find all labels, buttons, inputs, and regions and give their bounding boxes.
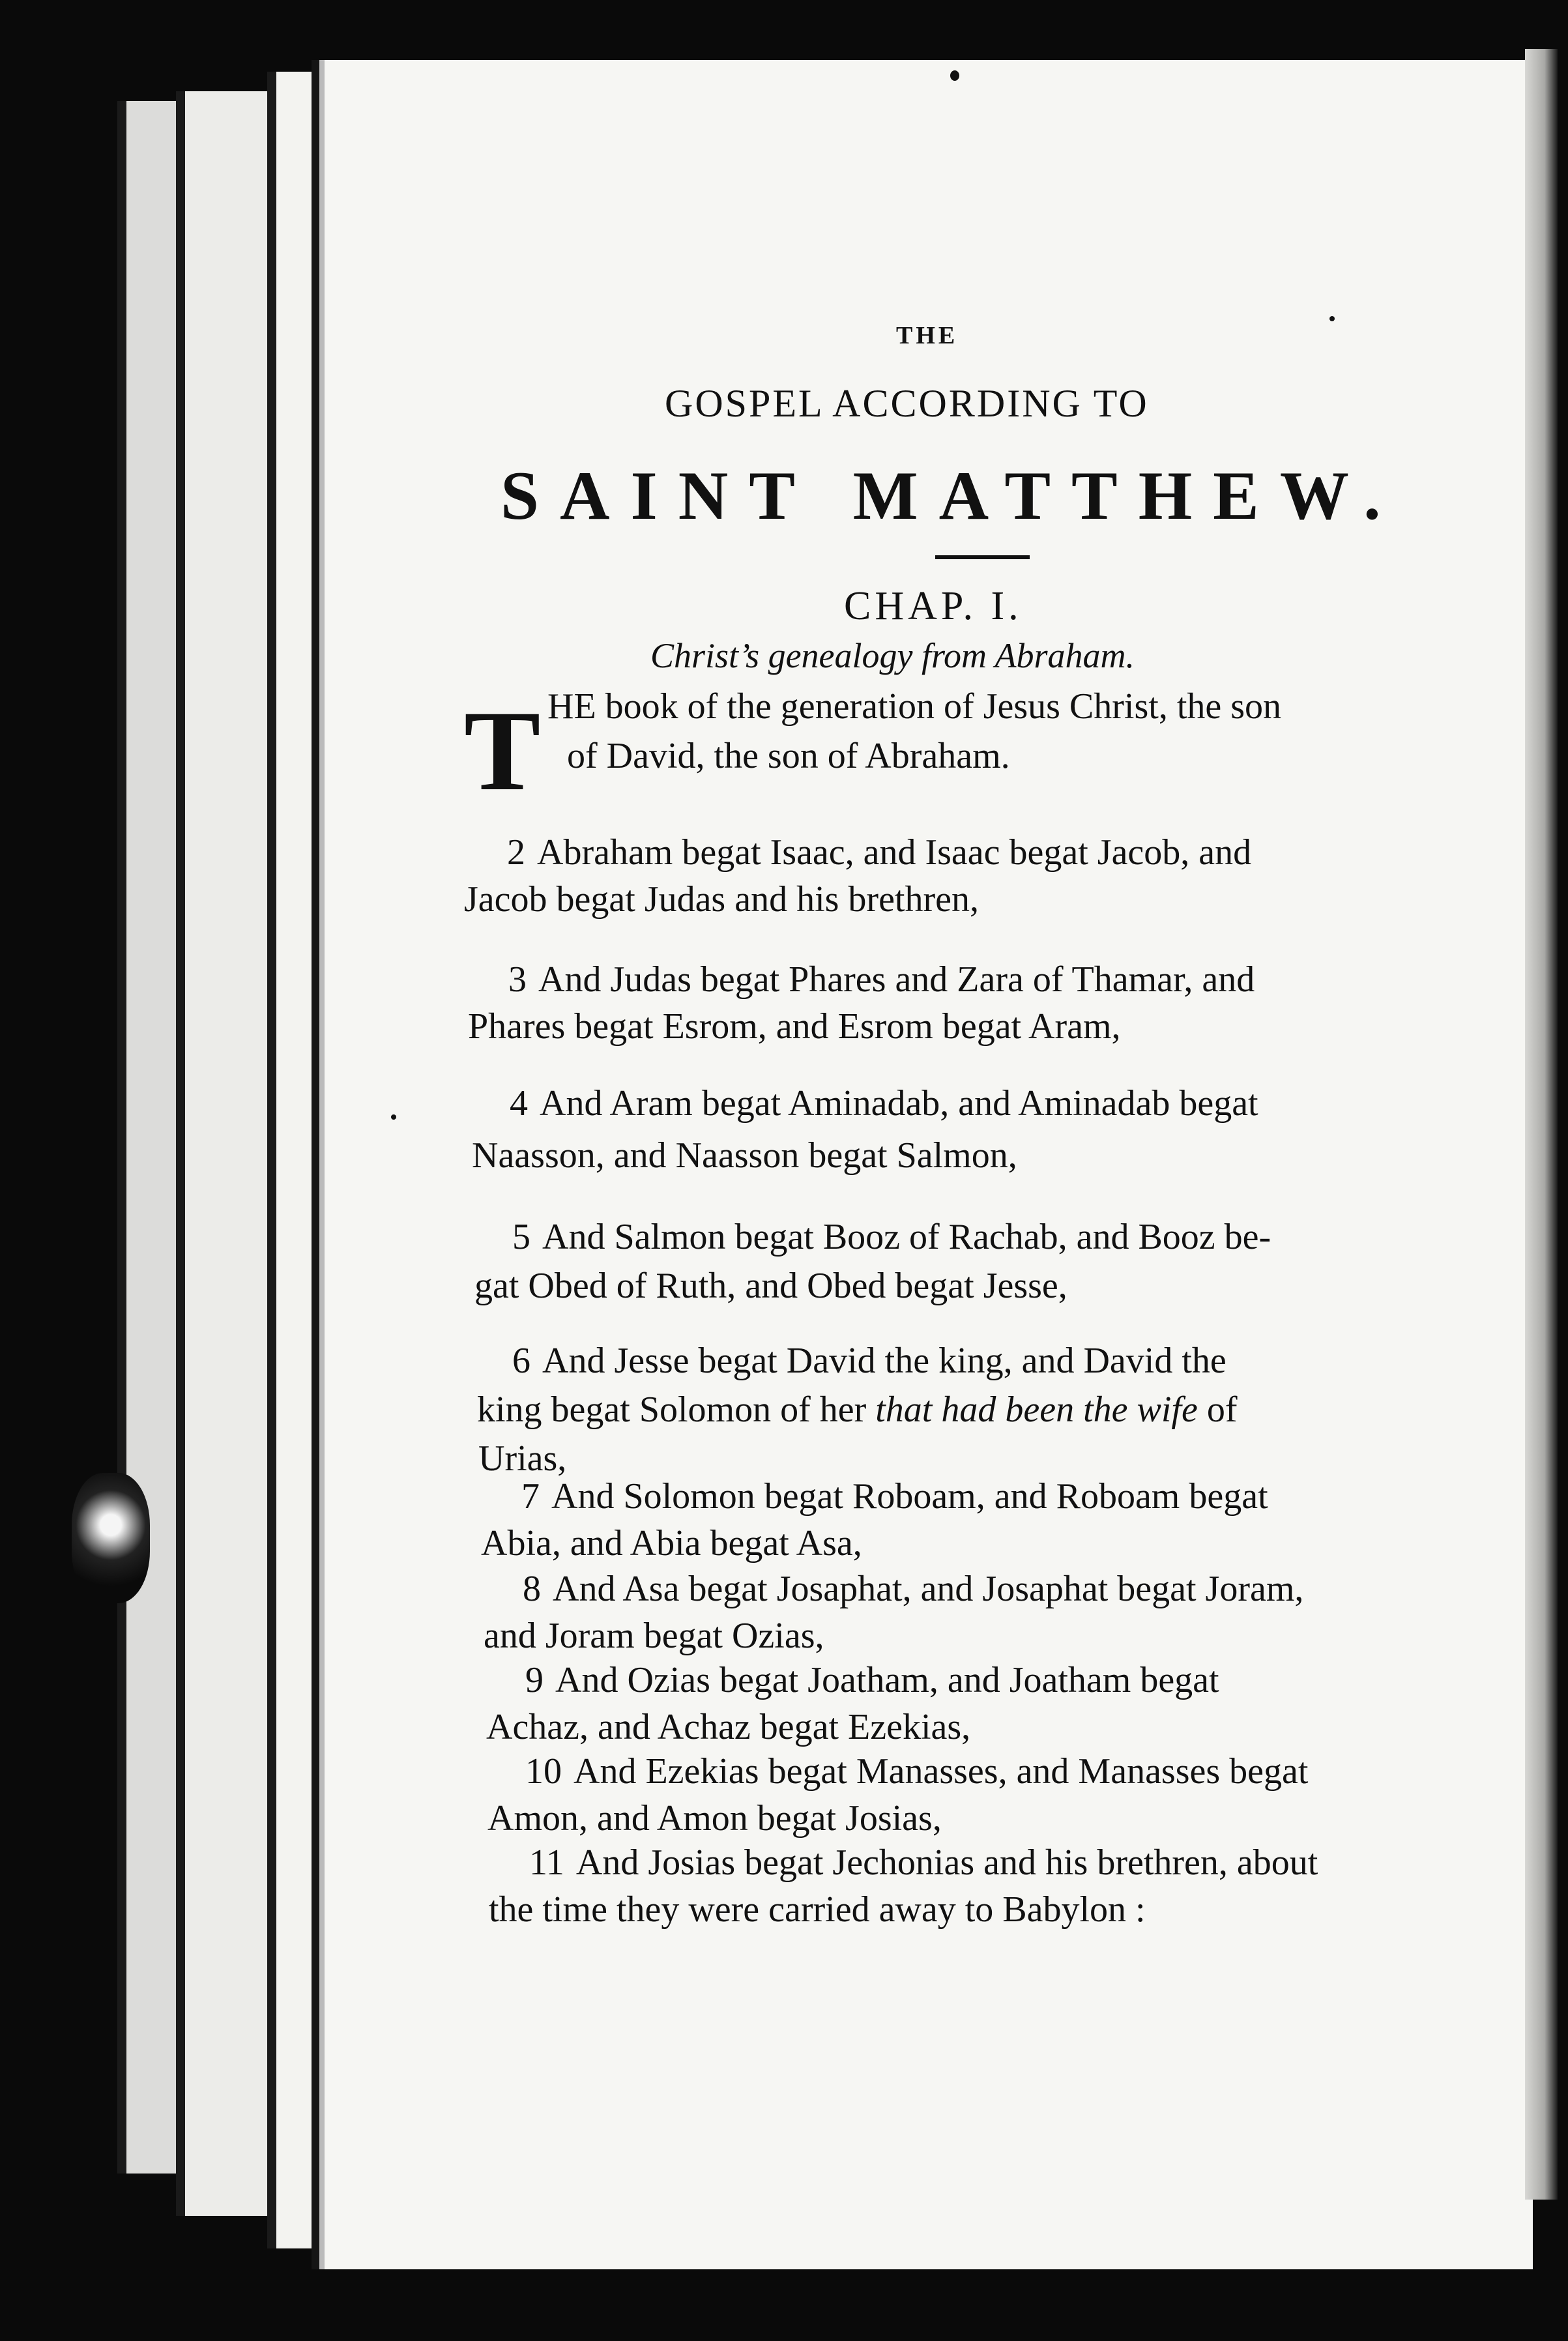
verse-5-line-2: gat Obed of Ruth, and Obed begat Jesse, [474,1266,1067,1306]
page-right-edge [1525,49,1558,2200]
verse-3-line-2: Phares begat Esrom, and Esrom begat Aram, [468,1006,1121,1047]
verse-11-line-2: the time they were carried away to Babylon : [489,1889,1146,1930]
verse-9-line-1: 9 And Ozias begat Joatham, and Joatham begat [525,1660,1219,1700]
title-rule [935,555,1030,559]
verse-3-line-1: 3 And Judas begat Phares and Zara of Thamar, and [508,959,1255,1000]
verse-11-line-1: 11 And Josias begat Jechonias and his brethren, about [529,1842,1318,1883]
drop-cap: T [464,688,541,815]
chapter-summary: Christ’s genealogy from Abraham. [650,636,1135,675]
verse-6-line-3: Urias, [478,1438,567,1479]
verse-5-line-1: 5 And Salmon begat Booz of Rachab, and Booz be- [512,1217,1271,1257]
binding-damage [72,1473,150,1603]
verse-9-line-2: Achaz, and Achaz begat Ezekias, [486,1707,971,1747]
ink-speck [1329,316,1335,321]
verse-8-line-2: and Joram begat Ozias, [484,1616,824,1656]
verse-1-line-2: of David, the son of Abraham. [567,736,1010,776]
heading-the: THE [896,322,959,349]
verse-10-line-1: 10 And Ezekias begat Manasses, and Manasses begat [525,1751,1309,1792]
verse-4-line-2: Naasson, and Naasson begat Salmon, [472,1135,1017,1176]
verse-6-line-1: 6 And Jesse begat David the king, and David the [512,1341,1227,1381]
verse-10-line-2: Amon, and Amon begat Josias, [487,1798,942,1839]
ink-speck [950,70,959,81]
verse-8-line-1: 8 And Asa begat Josaphat, and Josaphat begat Joram, [523,1569,1304,1609]
chapter-heading: CHAP. I. [844,584,1023,628]
verse-2-line-2: Jacob begat Judas and his brethren, [464,879,979,920]
book-title: SAINT MATTHEW. [501,458,1402,534]
ink-speck [391,1114,396,1120]
verse-7-line-2: Abia, and Abia begat Asa, [481,1523,862,1563]
heading-gospel: GOSPEL ACCORDING TO [665,382,1149,425]
verse-2-line-1: 2 Abraham begat Isaac, and Isaac begat Jacob, and [507,832,1252,873]
verse-6-line-2: king begat Solomon of her that had been the wife of [477,1389,1238,1430]
verse-4-line-1: 4 And Aram begat Aminadab, and Aminadab begat [510,1083,1258,1124]
verse-1-line-1: HE book of the generation of Jesus Christ, the son [547,686,1282,727]
page-edge-middle [176,91,278,2216]
verse-7-line-1: 7 And Solomon begat Roboam, and Roboam begat [521,1476,1268,1517]
